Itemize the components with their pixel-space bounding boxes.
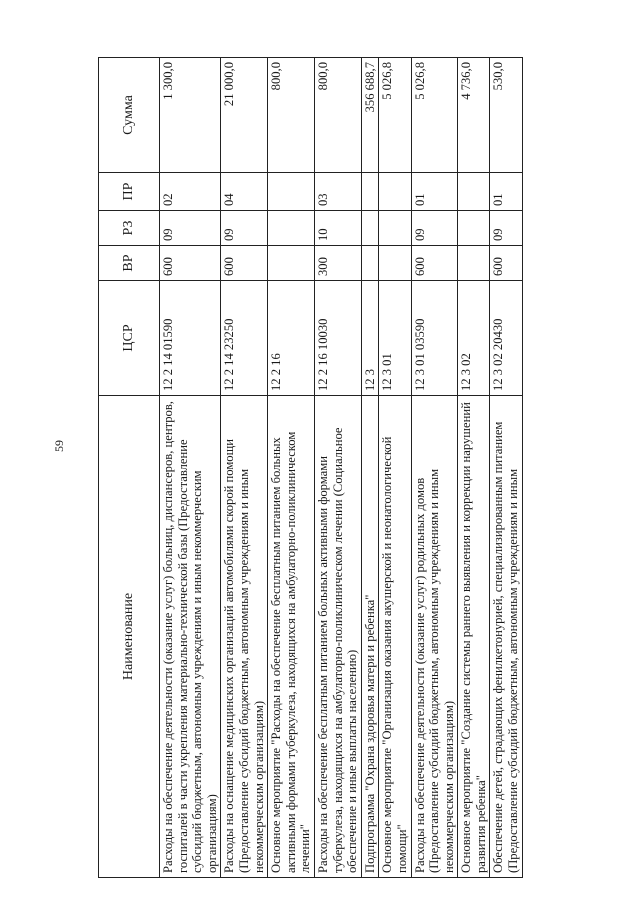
cell-sum: 530,0 — [490, 58, 522, 173]
cell-name: Основное мероприятие "Расходы на обеспечение бесплатным питанием больных активными формами туберкулеза, находящихся на амбулаторно-поликлиническом лечении" — [268, 396, 315, 878]
table-row — [379, 58, 411, 878]
cell-csr: 12 2 16 — [268, 281, 315, 396]
cell-sum: 4 736,0 — [458, 58, 490, 173]
cell-csr: 12 3 — [361, 281, 379, 396]
table-row — [490, 58, 522, 878]
table-row — [160, 58, 221, 878]
cell-vr: 600 — [221, 246, 268, 281]
page-number: 59 — [52, 440, 66, 452]
cell-csr: 12 3 02 20430 — [490, 281, 522, 396]
cell-csr: 12 3 01 03590 — [411, 281, 458, 396]
table-row — [361, 58, 379, 878]
budget-table — [98, 57, 523, 878]
cell-csr: 12 3 02 — [458, 281, 490, 396]
cell-sum: 1 300,0 — [160, 58, 221, 173]
cell-name: Расходы на оснащение медицинских организаций автомобилями скорой помощи (Предоставление субсидий бюджетным, автономным учреждениям и иным некоммерческим организациям) — [221, 396, 268, 878]
cell-rz — [379, 211, 411, 246]
cell-pr: 01 — [490, 173, 522, 211]
cell-pr: 04 — [221, 173, 268, 211]
cell-vr: 300 — [314, 246, 361, 281]
cell-pr — [458, 173, 490, 211]
cell-name: Основное мероприятие "Организация оказания акушерской и неонатологической помощи" — [379, 396, 411, 878]
cell-vr: 600 — [160, 246, 221, 281]
cell-name: Обеспечение детей, страдающих фенилкетонурией, специализированным питанием (Предоставление субсидий бюджетным, автономным учреждениям и иным — [490, 396, 522, 878]
cell-name: Расходы на обеспечение деятельности (оказание услуг) родильных домов (Предоставление субсидий бюджетным, автономным учреждениям и иным некоммерческим организациям) — [411, 396, 458, 878]
cell-rz: 09 — [490, 211, 522, 246]
cell-pr: 01 — [411, 173, 458, 211]
cell-vr: 600 — [411, 246, 458, 281]
cell-pr — [361, 173, 379, 211]
header-pr: ПР — [99, 173, 160, 211]
cell-vr — [268, 246, 315, 281]
table-row — [221, 58, 268, 878]
header-row — [99, 58, 160, 878]
table-row — [458, 58, 490, 878]
header-sum: Сумма — [99, 58, 160, 173]
cell-name: Основное мероприятие "Создание системы раннего выявления и коррекции нарушений развития ребенка" — [458, 396, 490, 878]
cell-sum: 5 026,8 — [411, 58, 458, 173]
cell-name: Расходы на обеспечение бесплатным питанием больных активными формами туберкулеза, находящихся на амбулаторно-поликлиническом лечении (Социальное обеспечение и иные выплаты населению) — [314, 396, 361, 878]
cell-sum: 21 000,0 — [221, 58, 268, 173]
cell-rz: 09 — [221, 211, 268, 246]
cell-vr: 600 — [490, 246, 522, 281]
cell-pr: 03 — [314, 173, 361, 211]
cell-name: Подпрограмма "Охрана здоровья матери и ребенка" — [361, 396, 379, 878]
cell-csr: 12 2 14 01590 — [160, 281, 221, 396]
cell-vr — [458, 246, 490, 281]
table-row — [314, 58, 361, 878]
header-name: Наименование — [99, 396, 160, 878]
cell-sum: 356 688,7 — [361, 58, 379, 173]
cell-pr — [268, 173, 315, 211]
header-rz: РЗ — [99, 211, 160, 246]
cell-sum: 800,0 — [314, 58, 361, 173]
cell-rz — [361, 211, 379, 246]
cell-name: Расходы на обеспечение деятельности (оказание услуг) больниц, диспансеров, центров, госпиталей в части укрепления материально-технической базы (Предоставление субсидий бюджетным, автономным учреждениям и иным некоммерческим организациям) — [160, 396, 221, 878]
cell-csr: 12 2 16 10030 — [314, 281, 361, 396]
cell-vr — [361, 246, 379, 281]
table-row — [411, 58, 458, 878]
cell-vr — [379, 246, 411, 281]
cell-rz — [458, 211, 490, 246]
cell-csr: 12 3 01 — [379, 281, 411, 396]
cell-pr: 02 — [160, 173, 221, 211]
cell-rz: 09 — [411, 211, 458, 246]
cell-sum: 5 026,8 — [379, 58, 411, 173]
cell-sum: 800,0 — [268, 58, 315, 173]
header-csr: ЦСР — [99, 281, 160, 396]
cell-rz: 10 — [314, 211, 361, 246]
cell-rz — [268, 211, 315, 246]
table-row — [268, 58, 315, 878]
cell-rz: 09 — [160, 211, 221, 246]
rotated-table-container — [98, 58, 638, 878]
cell-pr — [379, 173, 411, 211]
header-vr: ВР — [99, 246, 160, 281]
cell-csr: 12 2 14 23250 — [221, 281, 268, 396]
